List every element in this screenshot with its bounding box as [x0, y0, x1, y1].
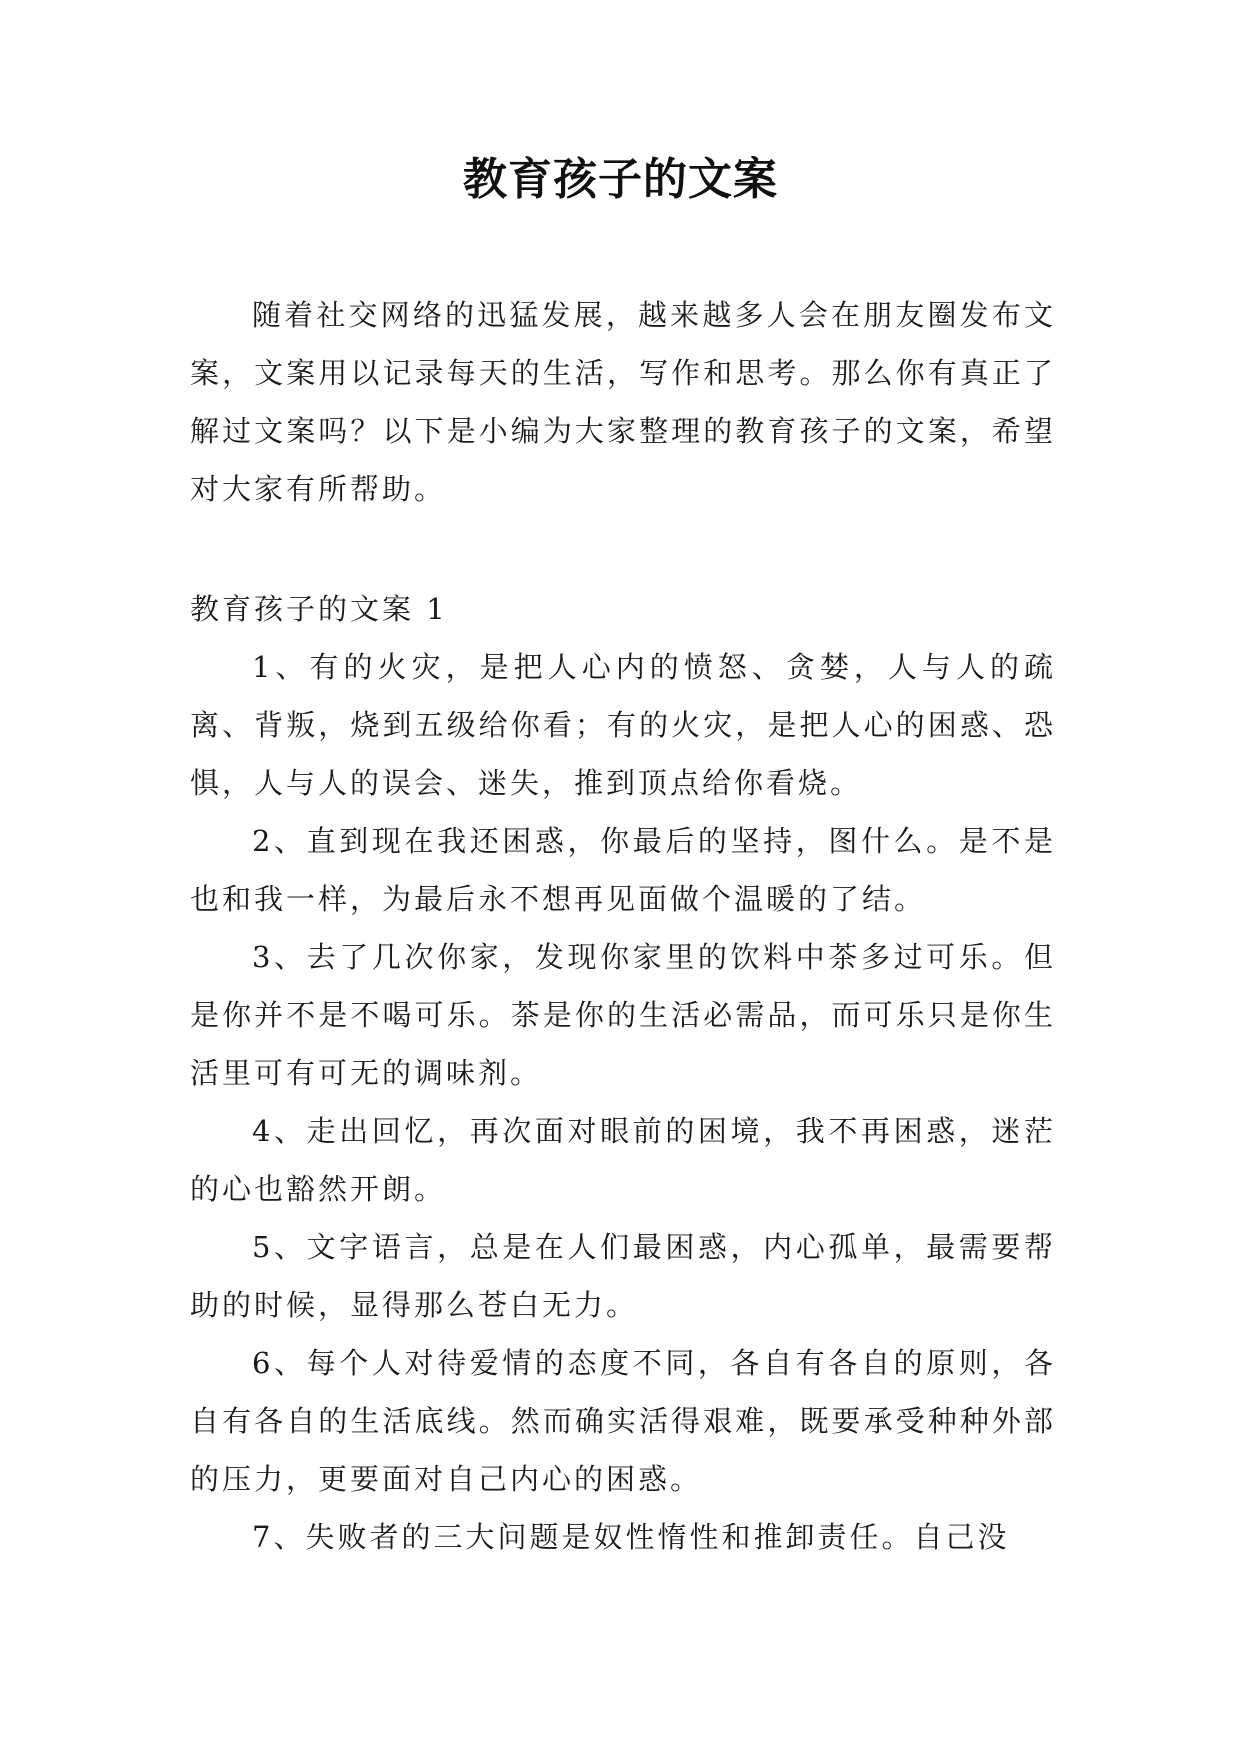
- list-item: 7、失败者的三大问题是奴性惰性和推卸责任。自己没: [252, 1520, 1010, 1554]
- list-item: 2、直到现在我还困惑，你最后的坚持，图什么。是不是也和我一样，为最后永不想再见面做个温暖的了结。: [190, 824, 1056, 916]
- list-item: 1、有的火灾，是把人心内的愤怒、贪婪，人与人的疏离、背叛，烧到五级给你看；有的火灾，是把人心的困惑、恐惧，人与人的误会、迷失，推到顶点给你看烧。: [190, 650, 1056, 800]
- list-item: 3、去了几次你家，发现你家里的饮料中茶多过可乐。但是你并不是不喝可乐。茶是你的生活必需品，而可乐只是你生活里可有可无的调味剂。: [190, 940, 1056, 1090]
- document-title: 教育孩子的文案: [463, 154, 778, 205]
- section-content: [190, 580, 1056, 1566]
- list-item: 6、每个人对待爱情的态度不同，各自有各自的原则，各自有各自的生活底线。然而确实活得艰难，既要承受种种外部的压力，更要面对自己内心的困惑。: [190, 1346, 1056, 1496]
- list-item: 4、走出回忆，再次面对眼前的困境，我不再困惑，迷茫的心也豁然开朗。: [190, 1114, 1056, 1206]
- section-heading: 教育孩子的文案 1: [190, 592, 448, 626]
- list-item: 5、文字语言，总是在人们最困惑，内心孤单，最需要帮助的时候，显得那么苍白无力。: [190, 1230, 1056, 1322]
- intro-paragraph: 随着社交网络的迅猛发展，越来越多人会在朋友圈发布文案，文案用以记录每天的生活，写作和思考。那么你有真正了解过文案吗？以下是小编为大家整理的教育孩子的文案，希望对大家有所帮助。: [190, 298, 1056, 506]
